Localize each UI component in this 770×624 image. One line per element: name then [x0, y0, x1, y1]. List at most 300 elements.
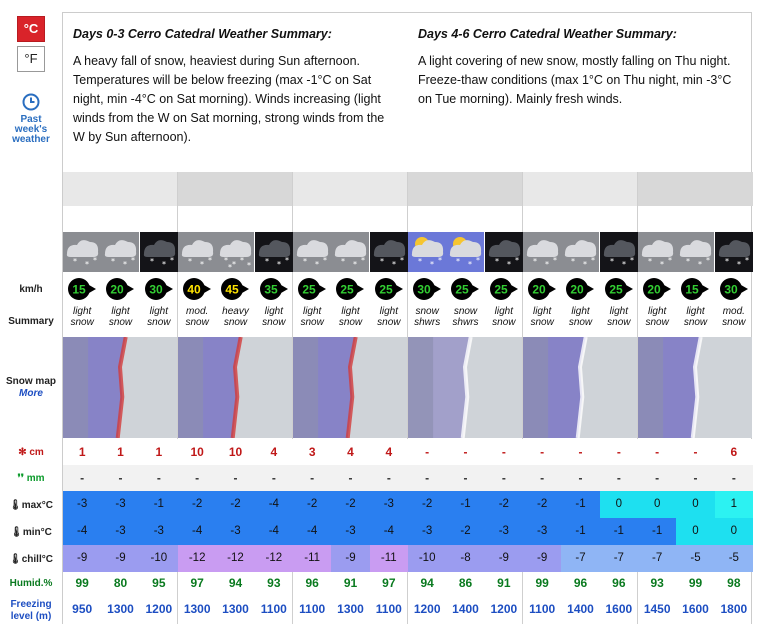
period-label	[676, 207, 714, 231]
wind-direction-icon	[411, 276, 443, 302]
snow-map-image[interactable]	[408, 337, 522, 438]
min-temp-cell: -3	[408, 518, 446, 545]
past-weather-link[interactable]	[6, 93, 56, 145]
svg-text:*: *	[247, 261, 252, 270]
period-label	[255, 207, 293, 231]
humidity-cell: 91	[497, 576, 511, 590]
svg-text:*: *	[149, 257, 154, 266]
freeze-row-label-2: level (m)	[10, 611, 52, 622]
freezing-level-cell: 1300	[222, 602, 249, 616]
max-temp-cell: 0	[676, 491, 714, 518]
wind-speed: 35	[264, 282, 278, 297]
humid-row-label: Humid.%	[9, 578, 53, 589]
min-temp-cell: -3	[101, 518, 139, 545]
summary-word-2: snow	[262, 317, 286, 328]
weather-icon-cell	[446, 232, 484, 272]
svg-text:*: *	[418, 257, 423, 266]
wind-speed: 25	[609, 282, 623, 297]
svg-text:*: *	[660, 260, 665, 269]
wind-cell	[600, 276, 638, 302]
wind-cell	[523, 276, 561, 302]
weather-icon-cell	[408, 232, 446, 272]
humidity-cell: 97	[190, 576, 204, 590]
wind-direction-icon	[258, 276, 290, 302]
summary-text-right: A light covering of new snow, mostly falling on Thu night. Freeze-thaw conditions (max 1°C on Thu night, min -3°C on Tue morning). Mainly fresh winds.	[418, 54, 732, 106]
wind-cell	[331, 276, 369, 302]
night-snow-icon	[255, 232, 293, 272]
svg-text:*: *	[430, 260, 435, 269]
thermometer-icon: 🌡	[9, 500, 22, 511]
max-temp-cell: -2	[485, 491, 523, 518]
svg-text:*: *	[494, 257, 499, 266]
wind-cell	[715, 276, 753, 302]
snow-cm-cell: 6	[715, 439, 753, 465]
sun-snow-icon	[408, 232, 446, 272]
svg-text:*: *	[111, 257, 116, 266]
snow-cm-cell: 1	[63, 439, 101, 465]
summary-cell	[561, 306, 599, 336]
min-temp-cell: -3	[485, 518, 523, 545]
svg-text:*: *	[85, 260, 90, 269]
summary-title-left: Days 0-3 Cerro Catedral Weather Summary:	[73, 27, 332, 41]
max-row-label: 🌡max°C	[9, 500, 53, 511]
wind-speed: 20	[110, 282, 125, 297]
humidity-cell: 96	[305, 576, 319, 590]
humidity-cell: 94	[420, 576, 434, 590]
freezing-level-cell: 1450	[643, 602, 671, 616]
wind-cell	[485, 276, 523, 302]
night-snow-icon	[600, 232, 638, 272]
summary-word-2: snow	[147, 317, 171, 328]
weather-icon-cell	[638, 232, 676, 272]
summary-word-1: mod.	[722, 306, 745, 317]
svg-text:*: *	[545, 260, 550, 269]
rain-mm-cell: -	[600, 465, 638, 491]
max-temp-cell: -1	[446, 491, 484, 518]
day-header[interactable]	[293, 172, 408, 206]
humidity-cell: 98	[727, 576, 741, 590]
wind-cell	[408, 276, 446, 302]
svg-text:*: *	[514, 256, 519, 265]
weather-icon-cell	[715, 232, 753, 272]
rain-mm-cell: -	[178, 465, 216, 491]
period-label	[293, 207, 331, 231]
svg-text:*: *	[399, 256, 404, 265]
chill-temp-cell: -11	[293, 545, 331, 572]
svg-text:*: *	[533, 257, 538, 266]
summary-word-2: snow	[568, 317, 593, 328]
period-label	[485, 207, 523, 231]
wind-cell	[676, 276, 714, 302]
svg-text:*: *	[456, 257, 461, 266]
min-temp-cell: 0	[715, 518, 753, 545]
svg-text:*: *	[224, 256, 229, 265]
min-temp-cell: 0	[676, 518, 714, 545]
freezing-level-cell: 1800	[720, 602, 748, 616]
chill-temp-cell: -7	[600, 545, 638, 572]
snow-cloud-icon	[331, 232, 369, 272]
summary-word-1: snow	[453, 306, 478, 317]
chill-temp-cell: -5	[715, 545, 753, 572]
snow-map-graphic	[178, 337, 292, 438]
weather-icon-cell	[293, 232, 331, 272]
chill-temp-cell: -5	[676, 545, 714, 572]
weather-icon-cell	[676, 232, 714, 272]
rain-mm-cell: -	[370, 465, 408, 491]
summary-word-1: light	[647, 306, 667, 317]
snow-cloud-icon	[293, 232, 331, 272]
humidity-cell: 99	[75, 576, 89, 590]
summary-word-2: snow	[377, 317, 401, 328]
wind-direction-icon	[449, 276, 481, 302]
period-label	[523, 207, 561, 231]
snow-cm-cell: -	[600, 439, 638, 465]
svg-text:*: *	[200, 260, 205, 269]
min-temp-cell: -2	[446, 518, 484, 545]
svg-text:*: *	[571, 257, 576, 266]
summary-cell	[523, 306, 561, 336]
chill-temp-cell: -7	[561, 545, 599, 572]
snow-cm-cell: -	[523, 439, 561, 465]
rain-row-label: ❜❜ mm	[17, 473, 45, 484]
wind-cell	[446, 276, 484, 302]
wind-cell	[255, 276, 293, 302]
weather-icon-cell	[370, 232, 408, 272]
weather-icon-cell	[63, 232, 101, 272]
svg-text:*: *	[629, 256, 634, 265]
past-label-3: weather	[12, 134, 50, 145]
summary-word-2: snow	[108, 317, 133, 328]
min-temp-cell: -4	[178, 518, 216, 545]
snow-map-image[interactable]	[178, 337, 292, 438]
freezing-level-cell: 1300	[183, 602, 211, 616]
svg-text:*: *	[438, 256, 443, 265]
wind-cell	[561, 276, 599, 302]
max-temp-cell: -3	[101, 491, 139, 518]
snow-cloud-icon	[561, 232, 599, 272]
max-temp-cell: -4	[255, 491, 293, 518]
wind-cell	[63, 276, 101, 302]
freezing-level-cell: 1100	[260, 602, 287, 616]
wind-speed: 25	[455, 282, 470, 297]
heavy-snow-icon	[216, 232, 254, 272]
snow-cm-cell: -	[408, 439, 446, 465]
snow-map-image[interactable]	[523, 337, 637, 438]
wind-cell	[638, 276, 676, 302]
rain-mm-cell: -	[293, 465, 331, 491]
wind-speed: 25	[302, 282, 316, 297]
wind-direction-icon	[373, 276, 405, 302]
summary-cell	[178, 306, 216, 336]
humidity-cell: 96	[573, 576, 588, 590]
summary-word-2: snow	[70, 317, 94, 328]
wind-direction-icon	[679, 276, 711, 302]
wind-speed: 25	[379, 282, 393, 297]
snow-cm-cell: 10	[178, 439, 216, 465]
svg-text:*: *	[583, 260, 588, 269]
humidity-cell: 93	[267, 576, 281, 590]
snow-cloud-icon	[63, 232, 101, 272]
wind-direction-icon	[296, 276, 328, 302]
wind-cell	[293, 276, 331, 302]
summary-word-2: snow	[185, 317, 209, 328]
day-header[interactable]	[178, 172, 293, 206]
summary-cell	[293, 306, 331, 336]
svg-text:*: *	[73, 257, 78, 266]
svg-text:*: *	[668, 256, 673, 265]
rain-mm-cell: -	[638, 465, 676, 491]
summary-word-2: snow	[722, 317, 746, 328]
weather-icon-cell	[523, 232, 561, 272]
svg-text:*: *	[315, 260, 320, 269]
day-header[interactable]	[408, 172, 523, 206]
freezing-level-cell: 1100	[375, 602, 402, 616]
snow-map-image[interactable]	[638, 337, 752, 438]
summary-cell	[370, 306, 408, 336]
wind-cell	[178, 276, 216, 302]
freezing-level-cell: 1200	[490, 602, 518, 616]
max-temp-cell: -2	[408, 491, 446, 518]
max-temp-cell: 0	[600, 491, 638, 518]
max-temp-cell: -2	[523, 491, 561, 518]
svg-text:*: *	[228, 263, 233, 272]
wind-speed: 30	[724, 282, 738, 297]
clock-icon	[22, 93, 40, 111]
wind-direction-icon	[718, 276, 750, 302]
freezing-level-cell: 1300	[107, 602, 134, 616]
svg-text:*: *	[361, 256, 366, 265]
night-snow-icon	[715, 232, 753, 272]
snow-cm-cell: 4	[255, 439, 293, 465]
weather-icon-cell	[331, 232, 369, 272]
humidity-cell: 93	[650, 576, 664, 590]
snow-cloud-icon	[101, 232, 139, 272]
day-header[interactable]	[523, 172, 638, 206]
summary-word-1: light	[72, 306, 92, 317]
summary-cell	[408, 306, 446, 336]
svg-text:*: *	[391, 260, 396, 269]
snow-cm-cell: 4	[331, 439, 369, 465]
freezing-level-cell: 1600	[682, 602, 709, 616]
snow-map-graphic	[523, 337, 637, 438]
min-temp-cell: -4	[370, 518, 408, 545]
min-temp-cell: -3	[140, 518, 178, 545]
svg-text:*: *	[706, 256, 711, 265]
snow-cm-cell: 10	[216, 439, 254, 465]
summary-cell	[216, 306, 254, 336]
wind-cell	[140, 276, 178, 302]
weather-icon-cell	[561, 232, 599, 272]
thermometer-icon: 🌡	[9, 554, 22, 565]
wind-direction-icon	[143, 276, 175, 302]
svg-text:*: *	[323, 256, 328, 265]
snow-map-image[interactable]	[63, 337, 177, 438]
summary-days-4-6	[418, 25, 738, 109]
svg-text:*: *	[240, 256, 245, 265]
freezing-level-cell: 1200	[413, 602, 441, 616]
freezing-level-cell: 1200	[145, 602, 173, 616]
summary-word-1: light	[341, 306, 360, 317]
humidity-cell: 80	[113, 576, 128, 590]
period-label	[370, 207, 408, 231]
snow-map-image[interactable]	[293, 337, 407, 438]
wind-cell	[216, 276, 254, 302]
period-label	[561, 207, 599, 231]
wind-speed: 20	[570, 282, 585, 297]
freezing-level-cell: 1400	[567, 602, 594, 616]
weather-icon-cell	[101, 232, 139, 272]
sun-snow-icon	[446, 232, 484, 272]
wind-speed: 45	[225, 282, 240, 297]
snowmap-more-link[interactable]: More	[19, 388, 43, 399]
svg-text:*: *	[621, 260, 626, 269]
wind-direction-icon	[603, 276, 635, 302]
svg-text:*: *	[736, 260, 741, 269]
weather-icon-cell	[600, 232, 638, 272]
snow-cm-cell: -	[638, 439, 676, 465]
wind-speed: 15	[685, 282, 700, 297]
freezing-level-cell: 950	[72, 602, 93, 616]
weather-icon-cell	[255, 232, 293, 272]
summary-word-1: light	[494, 306, 513, 317]
svg-text:*: *	[276, 260, 281, 269]
rain-mm-cell: -	[255, 465, 293, 491]
humidity-cell: 99	[535, 576, 549, 590]
chill-temp-cell: -9	[331, 545, 369, 572]
period-label	[446, 207, 484, 231]
humidity-cell: 94	[228, 576, 243, 590]
night-snow-icon	[370, 232, 408, 272]
period-label	[331, 207, 369, 231]
summary-word-1: light	[264, 306, 283, 317]
chill-temp-cell: -10	[408, 545, 446, 572]
rain-mm-cell: -	[715, 465, 753, 491]
period-label	[600, 207, 638, 231]
snow-map-graphic	[638, 337, 752, 438]
min-temp-cell: -4	[63, 518, 101, 545]
humidity-cell: 91	[343, 576, 358, 590]
wind-direction-icon	[564, 276, 596, 302]
svg-text:*: *	[284, 256, 289, 265]
snowmap-row-label: Snow map	[5, 376, 56, 387]
wind-direction-icon	[334, 276, 366, 302]
summary-word-2: shwrs	[452, 317, 479, 328]
night-snow-icon	[140, 232, 178, 272]
svg-text:*: *	[648, 257, 653, 266]
svg-text:*: *	[161, 260, 166, 269]
fahrenheit-button[interactable]: °F	[17, 46, 45, 72]
svg-text:*: *	[591, 256, 596, 265]
min-temp-cell: -4	[293, 518, 331, 545]
wind-speed: 25	[494, 282, 508, 297]
period-label	[715, 207, 753, 231]
snow-row-label: ✻ cm	[18, 447, 44, 458]
period-label	[140, 207, 178, 231]
freeze-row-label-1: Freezing	[10, 599, 52, 610]
snow-cloud-icon	[638, 232, 676, 272]
summary-word-1: snow	[415, 306, 439, 317]
max-temp-cell: 1	[715, 491, 753, 518]
summary-cell	[676, 306, 714, 336]
snow-cm-cell: 3	[293, 439, 331, 465]
min-temp-cell: -1	[600, 518, 638, 545]
chill-temp-cell: -8	[446, 545, 484, 572]
summary-cell	[600, 306, 638, 336]
max-temp-cell: -2	[331, 491, 369, 518]
freezing-level-cell: 1400	[452, 602, 479, 616]
snow-map-graphic	[408, 337, 522, 438]
summary-word-1: light	[609, 306, 628, 317]
weather-icon-cell	[140, 232, 178, 272]
wind-speed: 30	[149, 282, 163, 297]
chill-temp-cell: -12	[178, 545, 216, 572]
min-temp-cell: -3	[523, 518, 561, 545]
min-temp-cell: -4	[255, 518, 293, 545]
summary-word-2: snow	[338, 317, 363, 328]
max-temp-cell: -1	[561, 491, 599, 518]
chill-temp-cell: -10	[140, 545, 178, 572]
svg-text:*: *	[379, 257, 384, 266]
wind-speed: 20	[647, 282, 661, 297]
rain-mm-cell: -	[523, 465, 561, 491]
freezing-level-cell: 1100	[299, 602, 326, 616]
rain-mm-cell: -	[140, 465, 178, 491]
summary-cell	[485, 306, 523, 336]
chill-temp-cell: -12	[255, 545, 293, 572]
rain-mm-cell: -	[446, 465, 484, 491]
snow-cm-cell: -	[561, 439, 599, 465]
wind-speed: 30	[417, 282, 431, 297]
svg-text:*: *	[686, 257, 691, 266]
wind-direction-icon	[181, 276, 213, 302]
summary-word-2: snow	[607, 317, 631, 328]
chill-temp-cell: -9	[523, 545, 561, 572]
freezing-level-cell: 1100	[529, 602, 556, 616]
svg-text:*: *	[264, 257, 269, 266]
max-temp-cell: -2	[216, 491, 254, 518]
snow-cm-cell: -	[485, 439, 523, 465]
summary-cell	[255, 306, 293, 336]
max-temp-cell: -1	[140, 491, 178, 518]
snow-cloud-icon	[178, 232, 216, 272]
day-header[interactable]	[638, 172, 753, 206]
chill-row-label: 🌡chill°C	[9, 554, 53, 565]
svg-text:*: *	[131, 256, 136, 265]
summary-word-2: snow	[492, 317, 516, 328]
svg-text:*: *	[744, 256, 749, 265]
summary-word-1: heavy	[222, 306, 249, 317]
summary-word-2: snow	[300, 317, 324, 328]
weather-icon-cell	[216, 232, 254, 272]
chill-temp-cell: -9	[485, 545, 523, 572]
wind-direction-icon	[66, 276, 98, 302]
summary-word-2: shwrs	[414, 317, 441, 328]
day-header[interactable]	[63, 172, 178, 206]
summary-word-1: mod.	[186, 306, 209, 317]
wind-direction-icon	[104, 276, 136, 302]
summary-cell	[715, 306, 753, 336]
summary-word-1: light	[111, 306, 130, 317]
svg-text:*: *	[609, 257, 614, 266]
wind-speed: 20	[532, 282, 546, 297]
snow-cm-cell: 4	[370, 439, 408, 465]
wind-cell	[370, 276, 408, 302]
summary-word-2: snow	[683, 317, 708, 328]
celsius-button[interactable]: °C	[17, 16, 45, 42]
snow-map-graphic	[63, 337, 177, 438]
freezing-level-cell: 1300	[337, 602, 364, 616]
summary-cell	[446, 306, 484, 336]
